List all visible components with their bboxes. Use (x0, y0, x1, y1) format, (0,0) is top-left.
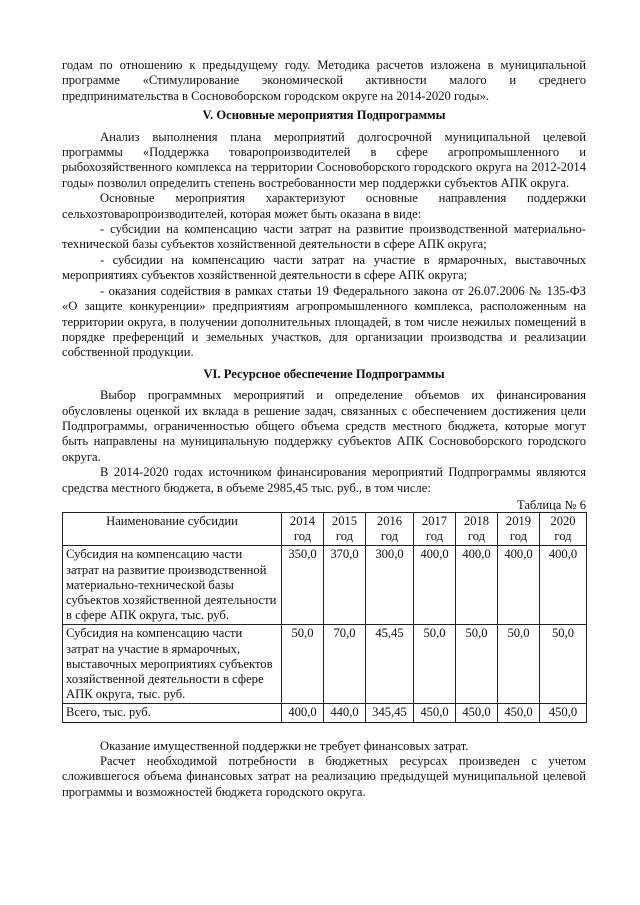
year-unit: год (335, 529, 354, 544)
value-cell: 370,0 (324, 546, 366, 625)
header-year-cell (324, 512, 366, 545)
value-cell: 350,0 (282, 546, 324, 625)
year-label: 2016 (376, 513, 403, 528)
value-cell: 50,0 (540, 625, 587, 704)
year-unit: год (380, 529, 399, 544)
table-total-row (63, 704, 587, 722)
value-cell: 450,0 (456, 704, 498, 722)
year-unit: год (293, 529, 312, 544)
value-cell: 450,0 (498, 704, 540, 722)
value-cell: 50,0 (498, 625, 540, 704)
year-label: 2019 (505, 513, 532, 528)
year-label: 2018 (463, 513, 490, 528)
year-unit: год (425, 529, 444, 544)
section-6-paragraph-1: Выбор программных мероприятий и определение объемов их финансирования обусловлены оценкой их вклада в решение задач, связанных с обеспечением достижения цели Подпрограммы, ограниченностью общего объема средств местного бюджета, которые могут быть направлены на муниципальную поддержку субъектов АПК Сосновоборского городского округа. (62, 388, 586, 464)
header-name-cell: Наименование субсидии (63, 512, 282, 545)
funding-table (62, 512, 587, 723)
header-year-cell (498, 512, 540, 545)
table-caption: Таблица № 6 (516, 497, 586, 512)
table-row (63, 546, 587, 625)
value-cell: 400,0 (414, 546, 456, 625)
header-year-cell (414, 512, 456, 545)
section-5-title: V. Основные мероприятия Подпрограммы (202, 108, 446, 123)
value-cell: 45,45 (366, 625, 414, 704)
row-name-cell: Субсидия на компенсацию части затрат на участие в ярмарочных, выставочных мероприятиях субъектов хозяйственной деятельности в сфере АПК округа, тыс. руб. (63, 625, 282, 704)
section-5-paragraph-2: Основные мероприятия характеризуют основные направления поддержки сельхозтоваропроизводителей, которая может быть оказана в виде: (62, 191, 586, 221)
value-cell: 400,0 (498, 546, 540, 625)
year-label: 2017 (421, 513, 448, 528)
document-page (62, 58, 586, 800)
year-label: 2020 (550, 513, 576, 528)
header-year-cell (366, 512, 414, 545)
value-cell: 450,0 (414, 704, 456, 722)
section-6-title: VI. Ресурсное обеспечение Подпрограммы (203, 366, 445, 381)
value-cell: 440,0 (324, 704, 366, 722)
value-cell: 50,0 (282, 625, 324, 704)
row-name-cell: Всего, тыс. руб. (63, 704, 282, 722)
year-unit: год (467, 529, 486, 544)
section-6-paragraph-2: В 2014-2020 годах источником финансирования мероприятий Подпрограммы являются средства местного бюджета, в объеме 2985,45 тыс. руб., в том числе: (62, 465, 586, 495)
year-unit: год (509, 529, 528, 544)
section-5-paragraph-1: Анализ выполнения плана мероприятий долгосрочной муниципальной целевой программы «Поддержка товаропроизводителей в сфере агропромышленного и рыбохозяйственного комплекса на территории Сосновоборского городского округа на 2012-2014 годы» позволил определить степень востребованности мер поддержки субъектов АПК округа. (62, 129, 586, 190)
list-item: - субсидии на компенсацию части затрат на развитие производственной материально-технической базы субъектов хозяйственной деятельности в сфере АПК округа; (62, 222, 586, 252)
value-cell: 345,45 (366, 704, 414, 722)
value-cell: 50,0 (456, 625, 498, 704)
list-item: - субсидии на компенсацию части затрат на участие в ярмарочных, выставочных мероприятиях субъектов хозяйственной деятельности в сфере АПК округа; (62, 252, 586, 283)
value-cell: 70,0 (324, 625, 366, 704)
outro-paragraph-1: Оказание имущественной поддержки не требует финансовых затрат. (100, 738, 469, 753)
value-cell: 300,0 (366, 546, 414, 625)
table-header-row (63, 512, 587, 545)
outro-paragraph-2: Расчет необходимой потребности в бюджетных ресурсах произведен с учетом сложившегося объема финансовых затрат на реализацию предыдущей муниципальной целевой программы и возможностей бюджета городского округа. (62, 754, 586, 799)
year-unit: год (554, 529, 572, 544)
header-year-cell (540, 512, 587, 545)
table-row (63, 625, 587, 704)
header-year-cell (282, 512, 324, 545)
intro-paragraph: годам по отношению к предыдущему году. Методика расчетов изложена в муниципальной программе «Стимулирование экономической активности малого и среднего предпринимательства в Сосновоборском городском округе на 2014-2020 годы». (62, 58, 586, 103)
value-cell: 400,0 (282, 704, 324, 722)
row-name-cell: Субсидия на компенсацию части затрат на развитие производственной материально-технической базы субъектов хозяйственной деятельности в сфере АПК округа, тыс. руб. (63, 546, 282, 625)
year-label: 2015 (331, 513, 358, 528)
list-item: - оказания содействия в рамках статьи 19 Федерального закона от 26.07.2006 № 135-ФЗ «О защите конкуренции» предприятиям агропромышленного комплекса, расположенным на территории округа, в получении дополнительных площадей, в том числе нежилых помещений в порядке преференций и земельных участков, для организации производства и реализации собственной продукции. (62, 283, 586, 360)
value-cell: 400,0 (540, 546, 587, 625)
value-cell: 50,0 (414, 625, 456, 704)
year-label: 2014 (289, 513, 316, 528)
value-cell: 400,0 (456, 546, 498, 625)
value-cell: 450,0 (540, 704, 587, 722)
header-year-cell (456, 512, 498, 545)
